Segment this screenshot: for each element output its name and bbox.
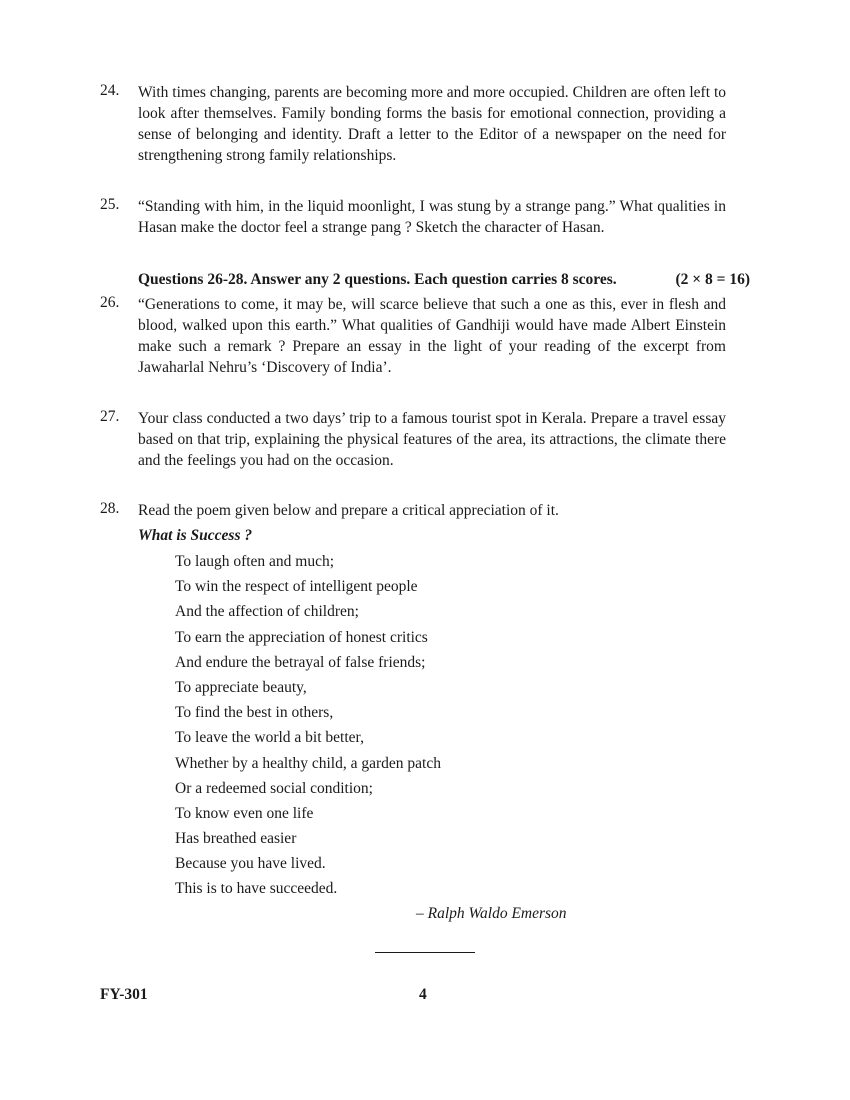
question-text: Your class conducted a two days’ trip to a famous tourist spot in Kerala. Prepare a travel essay based on that trip, explaining the physical features of the area, its attractions, the climate there and the feelings you had on the occasion. [138,410,726,469]
poem-author: – Ralph Waldo Emerson [416,905,567,922]
poem-line: Because you have lived. [175,855,326,873]
poem-line: To know even one life [175,804,314,822]
poem-line: To leave the world a bit better, [175,729,364,747]
poem-title: What is Success ? [138,527,253,544]
question-24 [100,82,726,166]
end-rule-divider [375,952,475,953]
poem-line: And the affection of children; [175,603,359,621]
question-number: 24. [100,82,120,99]
question-26 [100,294,726,378]
question-25 [100,196,726,238]
section-instruction [138,270,752,290]
poem-line: To find the best in others, [175,704,334,722]
question-text: “Standing with him, in the liquid moonlight, I was stung by a strange pang.” What qualities in Hasan make the doctor feel a strange pang ? Sketch the character of Hasan. [138,198,726,236]
poem-line: To laugh often and much; [175,553,335,570]
poem-line: And endure the betrayal of false friends; [175,653,426,671]
section-marks: (2 × 8 = 16) [675,271,750,288]
question-number: 25. [100,196,120,213]
poem [175,552,441,905]
poem-line: Or a redeemed social condition; [175,779,373,797]
poem-line: To appreciate beauty, [175,678,307,696]
question-text: With times changing, parents are becoming more and more occupied. Children are often left to look after themselves. Family bonding forms the basis for emotional connection, providing a sense of belonging and identity. Draft a letter to the Editor of a newspaper on the need for strengthening strong family relationships. [138,84,726,164]
section-instruction-text: Questions 26-28. Answer any 2 questions. Each question carries 8 scores. [138,271,617,288]
question-number: 27. [100,408,120,425]
question-text: Read the poem given below and prepare a critical appreciation of it. [138,502,559,519]
paper-code: FY-301 [100,986,148,1003]
question-text: “Generations to come, it may be, will scarce believe that such a one as this, ever in flesh and blood, walked upon this earth.” What qualities of Gandhiji would have made Albert Einstein make such a remark ? Prepare an essay in the light of your reading of the excerpt from Jawaharlal Nehru’s ‘Discovery of India’. [138,296,726,376]
question-28 [100,500,726,521]
question-number: 26. [100,294,120,311]
poem-line: To win the respect of intelligent people [175,578,418,596]
question-number: 28. [100,500,120,517]
poem-line: Whether by a healthy child, a garden patch [175,754,441,772]
poem-line: This is to have succeeded. [175,880,338,898]
poem-line: To earn the appreciation of honest critics [175,628,428,646]
question-27 [100,408,726,471]
page-number: 4 [419,986,427,1003]
poem-line: Has breathed easier [175,830,297,848]
